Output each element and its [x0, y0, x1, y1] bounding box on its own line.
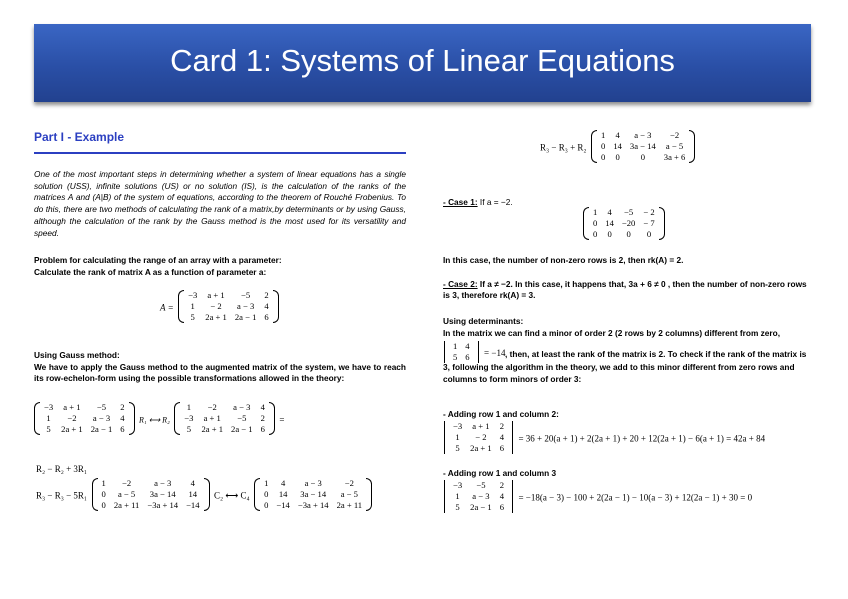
matrix-cell: 4 [499, 491, 505, 501]
matrix-cell: −5 [476, 480, 486, 490]
intro-paragraph: One of the most important steps in determining whether a system of linear equations has a single solution (USS), infinite solutions (US) or no solution (IS), is the calculation of the ranks of the matrices A and (A|B) of the system of equations, according to the theorem of Rouché Frobenius. To do this, there are two methods of calculating the rank of a matrix,by determinants or by using Gauss, although the calculation of the rank by the Gauss method is the most used for its versatility and speed. [34, 169, 406, 238]
matrix-cell: 4 [280, 478, 286, 488]
matrix-cell: 1 [190, 301, 195, 311]
matrix-cell: 3a − 14 [149, 489, 176, 499]
matrix-cell: 0 [101, 489, 106, 499]
matrix-cell: 1 [601, 130, 606, 140]
minor-value: = −14 [484, 348, 506, 359]
matrix-cell: a + 1 [63, 402, 81, 412]
matrix-cell: a + 1 [472, 421, 490, 431]
matrix-cell: 2a − 1 [470, 502, 492, 512]
matrix-cell: 2a + 11 [113, 500, 140, 510]
matrix-cell: 2a + 1 [201, 424, 224, 434]
case1-matrix [583, 207, 665, 240]
case1-text: In this case, the number of non-zero rows is 2, then rk(A) = 2. [443, 255, 684, 265]
matrix-cell: 1 [186, 402, 192, 412]
matrix-cell: 5 [46, 424, 51, 434]
matrix-cell: 6 [499, 443, 505, 453]
matrix-cell: 1 [455, 432, 460, 442]
matrix-cell: 4 [615, 130, 620, 140]
matrix-cell: −2 [67, 413, 77, 423]
matrix-cell: 6 [260, 424, 265, 434]
matrix-cell: 0 [615, 152, 620, 162]
matrix-cell: −2 [207, 402, 217, 412]
det-heading: Using determinants: [443, 316, 524, 326]
matrix-cell: a − 3 [304, 478, 322, 488]
add2-block [443, 480, 752, 513]
matrix-a [178, 290, 279, 323]
problem-line: Calculate the rank of matrix A as a function of parameter a: [34, 267, 267, 277]
det-text1: In the matrix we can find a minor of order 2 (2 rows by 2 columns) different from zero, [443, 328, 781, 338]
part-heading: Part I - Example [34, 130, 125, 144]
matrix-cell: −5 [96, 402, 107, 412]
matrix-cell: 1 [455, 491, 460, 501]
gauss-text: We have to apply the Gauss method to the augmented matrix of the system, we have to reach its row-echelon-form using the possible transformations allowed in the theory: [34, 362, 406, 383]
matrix-cell: 1 [101, 478, 106, 488]
matrix-cell: 5 [186, 424, 192, 434]
step1-right-matrix [174, 402, 275, 435]
matrix-a-block [160, 290, 279, 323]
title-banner [34, 24, 811, 102]
matrix-cell: 5 [455, 443, 460, 453]
op-r3: R₃ − R₃ − 5R₁ [36, 490, 88, 501]
matrix-cell: a − 3 [634, 130, 652, 140]
matrix-cell: 5 [190, 312, 195, 322]
case1-condition: If a = −2. [479, 197, 513, 207]
add1-result: = 36 + 20(a + 1) + 2(2a + 1) + 20 + 12(2a + 1) − 6(a + 1) = 42a + 84 [518, 433, 766, 444]
matrix-cell: −2 [669, 130, 680, 140]
step3-matrix [254, 478, 372, 511]
matrix-a-label: A = [160, 302, 174, 313]
gauss-heading: Using Gauss method: [34, 350, 120, 360]
matrix-cell: −2 [122, 478, 132, 488]
case2-line [443, 279, 813, 301]
op-r3b: R₃ − R₃ + R₂ [540, 142, 587, 153]
matrix-cell: a − 3 [233, 402, 251, 412]
matrix-cell: 4 [120, 413, 125, 423]
matrix-cell: − 2 [210, 301, 222, 311]
matrix-cell: 4 [465, 341, 470, 351]
matrix-cell: 0 [593, 229, 598, 239]
matrix-cell: 0 [601, 152, 606, 162]
matrix-cell: a − 5 [117, 489, 136, 499]
matrix-cell: −3 [453, 421, 463, 431]
det-text2: , then, at least the rank of the matrix is 2. To check if the rank of the matrix is 3, following the algorithm in the theory, we add to this minor different from zero rows and columns to form minors of order 3: [443, 349, 807, 384]
matrix-cell: 0 [646, 229, 652, 239]
matrix-cell: 4 [607, 207, 612, 217]
matrix-cell: 0 [601, 141, 606, 151]
matrix-cell: −3 [453, 480, 463, 490]
add2-heading: - Adding row 1 and column 3 [443, 468, 557, 478]
add2-matrix [443, 480, 514, 513]
matrix-cell: −3 [188, 290, 198, 300]
matrix-cell: −2 [344, 478, 354, 488]
matrix-cell: 5 [453, 352, 458, 362]
case2-label: - Case 2: [443, 279, 478, 289]
matrix-cell: 2a + 1 [205, 312, 227, 322]
matrix-cell: −3 [44, 402, 54, 412]
matrix-cell: 14 [613, 141, 622, 151]
op-r2: R₂ − R₂ + 3R₁ [36, 464, 88, 474]
matrix-cell: 0 [640, 152, 645, 162]
step4-matrix [591, 130, 695, 163]
matrix-cell: 0 [264, 500, 269, 510]
matrix-cell: −3 [184, 413, 194, 423]
matrix-cell: 1 [264, 478, 269, 488]
case1-label: - Case 1: [443, 197, 478, 207]
matrix-cell: 5 [455, 502, 460, 512]
matrix-cell: 14 [188, 489, 198, 499]
matrix-cell: − 2 [475, 432, 487, 442]
matrix-cell: 0 [626, 229, 631, 239]
matrix-cell: 2a + 11 [336, 500, 363, 510]
matrix-cell: 2 [499, 421, 505, 431]
matrix-cell: a − 3 [472, 491, 490, 501]
matrix-cell: 0 [101, 500, 106, 510]
matrix-cell: 1 [593, 207, 598, 217]
matrix-cell: 2 [499, 480, 505, 490]
matrix-cell: 14 [605, 218, 614, 228]
matrix-cell: 3a + 6 [663, 152, 686, 162]
matrix-cell: 2 [260, 413, 265, 423]
matrix-cell: −3a + 14 [297, 500, 329, 510]
add1-matrix [443, 421, 514, 454]
heading-rule [34, 152, 406, 154]
matrix-cell: 2 [264, 290, 269, 300]
matrix-cell: 6 [264, 312, 269, 322]
matrix-cell: − 7 [643, 218, 655, 228]
matrix-cell: −5 [241, 290, 251, 300]
matrix-cell: 0 [264, 489, 269, 499]
matrix-cell: −14 [186, 500, 200, 510]
matrix-cell: −5 [624, 207, 634, 217]
page-title: Card 1: Systems of Linear Equations [170, 43, 675, 78]
matrix-cell: 14 [278, 489, 288, 499]
matrix-cell: −14 [276, 500, 290, 510]
matrix-cell: a − 5 [340, 489, 358, 499]
matrix-cell: −5 [237, 413, 247, 423]
matrix-cell: a − 3 [236, 301, 255, 311]
matrix-cell: a + 1 [207, 290, 225, 300]
matrix-cell: 6 [120, 424, 125, 434]
matrix-cell: −20 [621, 218, 636, 228]
add1-heading: - Adding row 1 and column 2: [443, 409, 559, 419]
matrix-cell: 2a − 1 [234, 312, 257, 322]
matrix-cell: a − 3 [92, 413, 111, 423]
gauss-step2 [36, 478, 372, 511]
matrix-cell: 1 [453, 341, 458, 351]
add1-block [443, 421, 765, 454]
matrix-cell: 3a − 14 [300, 489, 327, 499]
matrix-cell: 4 [190, 478, 195, 488]
matrix-cell: 0 [607, 229, 612, 239]
step1-left-matrix [34, 402, 135, 435]
gauss-step4 [540, 130, 695, 163]
case1-line [443, 197, 513, 208]
matrix-cell: − 2 [643, 207, 655, 217]
matrix-cell: 4 [499, 432, 505, 442]
matrix-cell: 4 [260, 402, 265, 412]
problem-heading: Problem for calculating the range of an array with a parameter: [34, 255, 282, 265]
matrix-cell: 2a − 1 [231, 424, 253, 434]
add2-result: = −18(a − 3) − 100 + 2(2a − 1) − 10(a − 3) + 12(2a − 1) + 30 = 0 [518, 492, 753, 503]
op-c: C₂ ⟷ C₄ [213, 490, 250, 501]
matrix-cell: 2 [120, 402, 125, 412]
case2-text: If a ≠ −2. In this case, it happens that, 3a + 6 ≠ 0 , then the number of non-zero rows is 3, therefore rk(A) = 3. [443, 279, 807, 300]
matrix-cell: 2a − 1 [90, 424, 113, 434]
step2-matrix [92, 478, 210, 511]
matrix-cell: 0 [593, 218, 598, 228]
matrix-cell: a − 3 [154, 478, 172, 488]
matrix-cell: 6 [465, 352, 470, 362]
matrix-cell: 2a + 1 [61, 424, 83, 434]
matrix-cell: a − 5 [665, 141, 684, 151]
gauss-step1: −3 a + 1 −5 2 1 −2 a − 3 4 5 2a + 1 2a − 1 6 R₁ ⟷ R₂ 1 −2 a − 3 4 −3 a + 1 −5 2 5 2a + 1 2a − 1 6 = [34, 402, 284, 435]
matrix-cell: 4 [264, 301, 269, 311]
matrix-cell: 2a + 1 [470, 443, 492, 453]
step1-operation: R₁ ⟷ R₂ [139, 415, 170, 425]
matrix-cell: 1 [46, 413, 51, 423]
matrix-cell: −3a + 14 [147, 500, 179, 510]
matrix-cell: a + 1 [203, 413, 221, 423]
case1-matrix-block [583, 207, 665, 240]
matrix-cell: 6 [499, 502, 505, 512]
matrix-cell: 3a − 14 [629, 141, 656, 151]
